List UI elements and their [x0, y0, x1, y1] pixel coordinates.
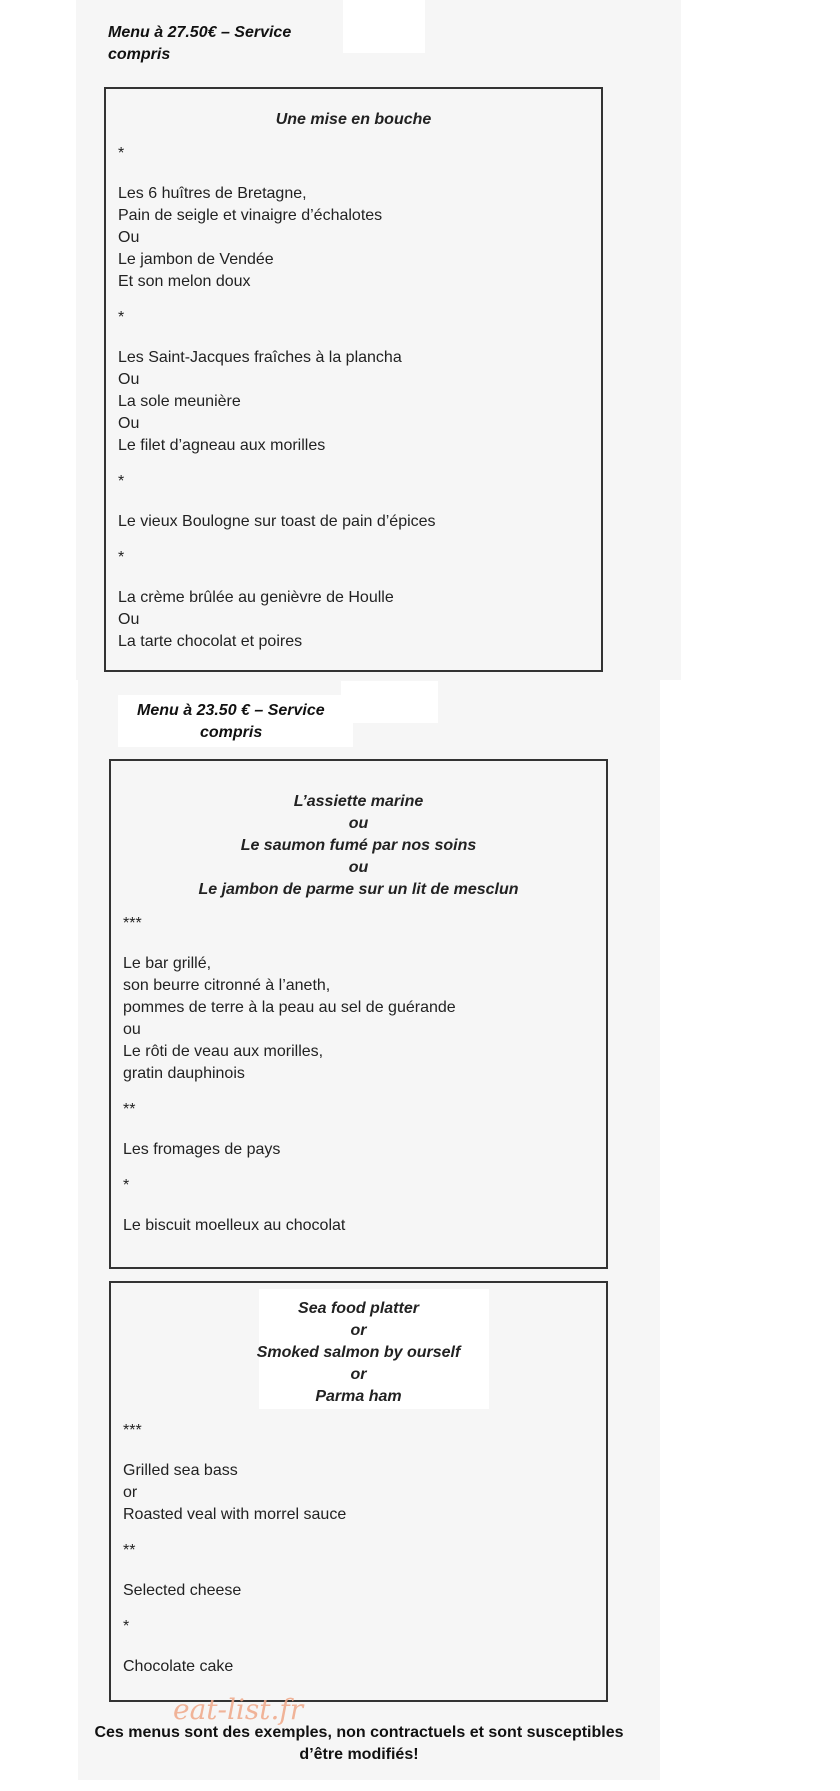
course-block	[123, 1460, 594, 1526]
menu-line: Les 6 huîtres de Bretagne,	[118, 185, 307, 202]
menu-line: son beurre citronné à l’aneth,	[123, 977, 331, 994]
starter-heading-line: Smoked salmon by ourself	[256, 1344, 461, 1361]
menu2-english-box	[109, 1281, 608, 1702]
separator-stars: *	[123, 1177, 130, 1194]
course-separator	[123, 1099, 594, 1121]
course-block	[123, 1215, 594, 1237]
course-block	[118, 347, 589, 457]
starter-heading-line: Sea food platter	[298, 1300, 419, 1317]
course-separator	[118, 143, 589, 165]
menu1-title-line2: compris	[108, 46, 171, 63]
starter-headings	[123, 791, 594, 901]
menu-line: Roasted veal with morrel sauce	[123, 1506, 347, 1523]
course-separator	[118, 547, 589, 569]
menu-line: Ou	[118, 611, 140, 628]
course-separator	[123, 1616, 594, 1638]
disclaimer-line1: Ces menus sont des exemples, non contractuels et sont susceptibles	[94, 1724, 624, 1741]
menu-line: Le filet d’agneau aux morilles	[118, 437, 326, 454]
menu-line: or	[123, 1484, 138, 1501]
separator-stars: **	[123, 1101, 136, 1118]
menu-line: gratin dauphinois	[123, 1065, 245, 1082]
disclaimer	[84, 1722, 634, 1766]
course-block	[123, 1656, 594, 1678]
menu-line: Ou	[118, 229, 140, 246]
course-separator	[123, 913, 594, 935]
separator-stars: *	[118, 309, 125, 326]
menu2-title-line2: compris	[200, 724, 263, 741]
menu2-french-box	[109, 759, 608, 1269]
starter-heading-line: L’assiette marine	[293, 793, 424, 810]
menu-line: La sole meunière	[118, 393, 241, 410]
starter-heading-line: ou	[348, 815, 369, 832]
menu2-title-line1: Menu à 23.50 € – Service	[137, 702, 325, 719]
starter-heading-line: Le jambon de parme sur un lit de mesclun	[198, 881, 519, 898]
separator-stars: ***	[123, 1422, 142, 1439]
starter-heading-line: or	[350, 1322, 367, 1339]
menu-line: Chocolate cake	[123, 1658, 234, 1675]
separator-stars: *	[118, 549, 125, 566]
menu-line: Pain de seigle et vinaigre d’échalotes	[118, 207, 383, 224]
course-block	[118, 587, 589, 653]
menu-line: La crème brûlée au genièvre de Houlle	[118, 589, 394, 606]
menu2-english-content	[123, 1298, 594, 1692]
course-block	[123, 953, 594, 1085]
menu-line: La tarte chocolat et poires	[118, 633, 303, 650]
starter-heading-line: Le saumon fumé par nos soins	[240, 837, 477, 854]
menu-line: Le vieux Boulogne sur toast de pain d’épices	[118, 513, 436, 530]
menu-line: Le rôti de veau aux morilles,	[123, 1043, 324, 1060]
starter-heading-line: Parma ham	[315, 1388, 402, 1405]
separator-stars: *	[118, 473, 125, 490]
course-block	[118, 511, 589, 533]
course-separator	[118, 307, 589, 329]
disclaimer-line2: d’être modifiés!	[299, 1746, 419, 1763]
course-block	[118, 183, 589, 293]
course-separator	[123, 1175, 594, 1197]
menu1-content	[118, 109, 589, 667]
watermark-logo: eat-list.fr	[173, 1693, 304, 1726]
menu-line: Le biscuit moelleux au chocolat	[123, 1217, 346, 1234]
menu2-french-content	[123, 791, 594, 1251]
menu-line: Selected cheese	[123, 1582, 242, 1599]
menu-line: pommes de terre à la peau au sel de guérande	[123, 999, 456, 1016]
course-separator	[123, 1420, 594, 1442]
separator-stars: *	[118, 145, 125, 162]
menu-line: Le bar grillé,	[123, 955, 212, 972]
menu1-title-line1: Menu à 27.50€ – Service	[108, 24, 292, 41]
menu1-title-patch	[343, 0, 425, 53]
separator-stars: ***	[123, 915, 142, 932]
menu1-title	[108, 22, 348, 66]
starter-headings	[123, 1298, 594, 1408]
menu-line: Le jambon de Vendée	[118, 251, 274, 268]
menu-line: Ou	[118, 371, 140, 388]
separator-stars: **	[123, 1542, 136, 1559]
menu-line: Et son melon doux	[118, 273, 251, 290]
separator-stars: *	[123, 1618, 130, 1635]
menu-line: Grilled sea bass	[123, 1462, 238, 1479]
starter-heading-line: ou	[348, 859, 369, 876]
starter-heading-line: or	[350, 1366, 367, 1383]
course-separator	[123, 1540, 594, 1562]
menu-line: Les Saint-Jacques fraîches à la plancha	[118, 349, 402, 366]
menu-line: ou	[123, 1021, 141, 1038]
menu-line: Les fromages de pays	[123, 1141, 281, 1158]
menu1-box	[104, 87, 603, 672]
menu2-title	[137, 700, 367, 744]
menu-line: Ou	[118, 415, 140, 432]
menu1-heading: Une mise en bouche	[275, 111, 432, 128]
course-block	[123, 1139, 594, 1161]
course-separator	[118, 471, 589, 493]
course-block	[123, 1580, 594, 1602]
